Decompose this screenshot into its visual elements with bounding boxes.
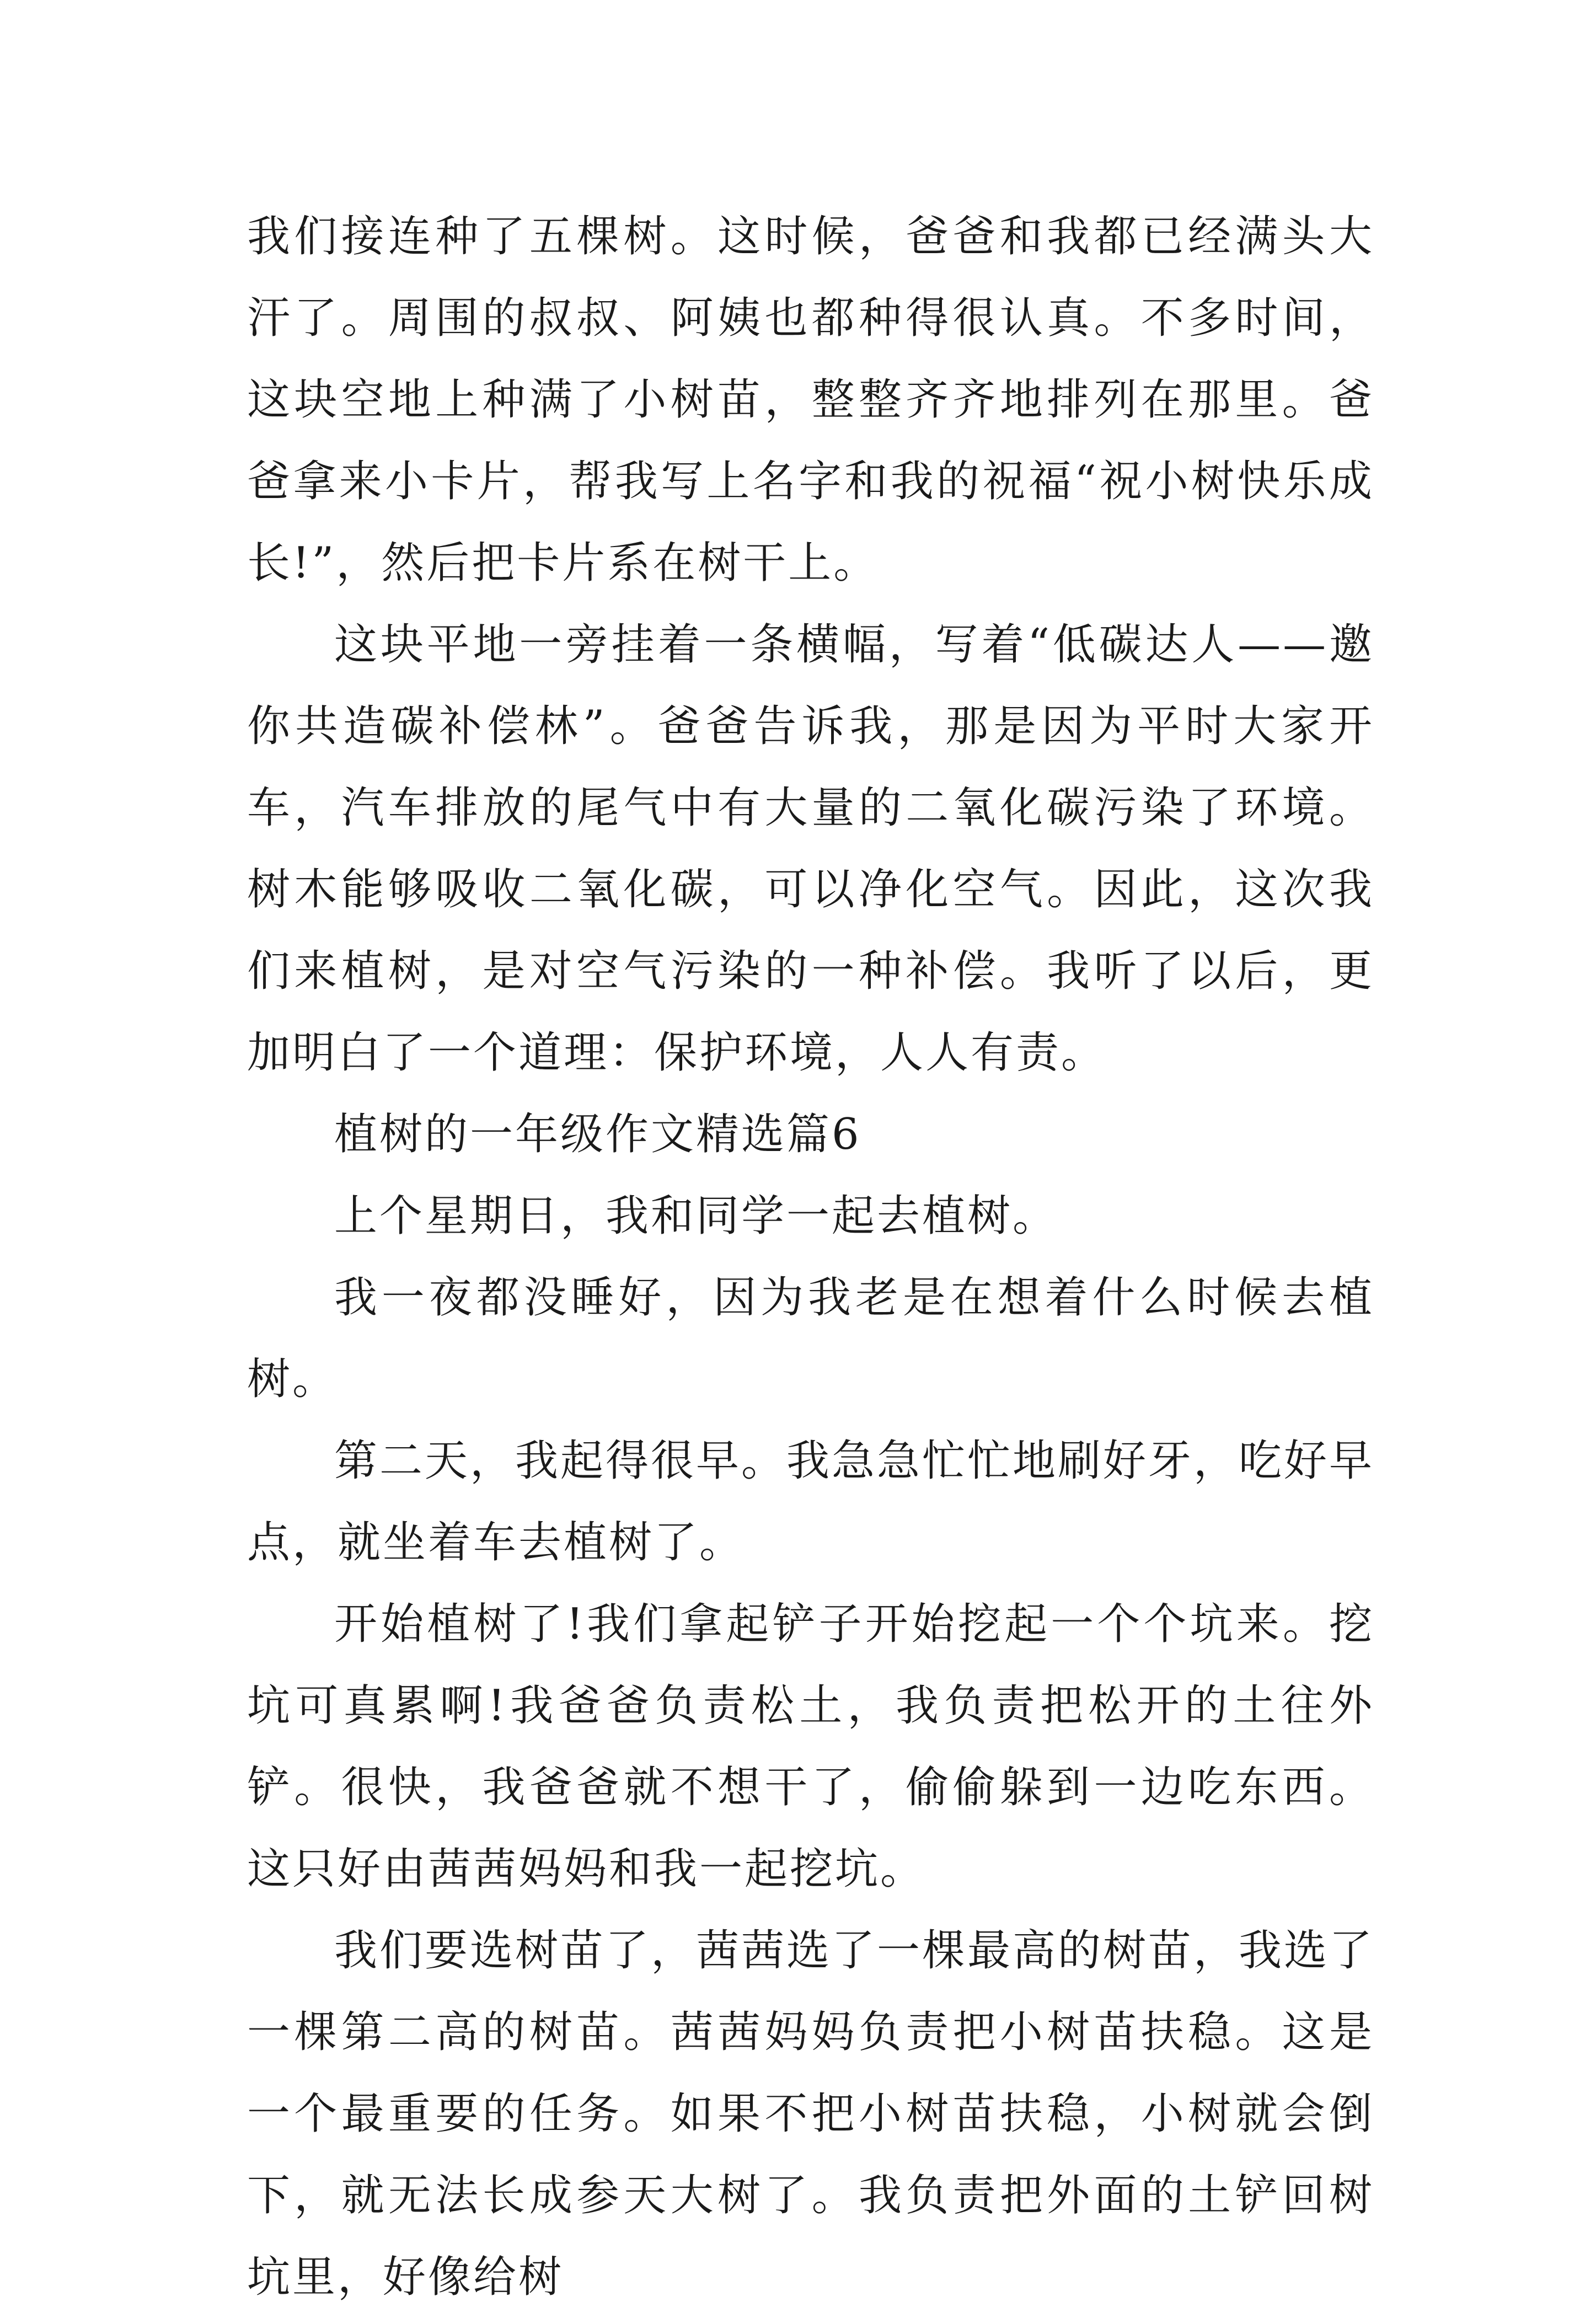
paragraph-7: 我们要选树苗了，茜茜选了一棵最高的树苗，我选了一棵第二高的树苗。茜茜妈妈负责把小树苗扶稳。这是一个最重要的任务。如果不把小树苗扶稳，小树就会倒下，就无法长成参天大树了。我负责把外面的土铲回树坑里，好像给树 <box>247 1926 1375 2302</box>
paragraph-2: 这块平地一旁挂着一条横幅，写着“低碳达人——邀你共造碳补偿林”。爸爸告诉我，那是因为平时大家开车，汽车排放的尾气中有大量的二氧化碳污染了环境。树木能够吸收二氧化碳，可以净化空气。因此，这次我们来植树，是对空气污染的一种补偿。我听了以后，更加明白了一个道理：保护环境，人人有责。 <box>247 620 1374 1078</box>
paragraph-6: 开始植树了!我们拿起铲子开始挖起一个个坑来。挖坑可真累啊!我爸爸负责松土，我负责把松开的土往外铲。很快，我爸爸就不想干了，偷偷躲到一边吃东西。这只好由茜茜妈妈和我一起挖坑。 <box>247 1599 1374 1894</box>
paragraph-4: 我一夜都没睡好，因为我老是在想着什么时候去植树。 <box>247 1273 1374 1404</box>
paragraph-1: 我们接连种了五棵树。这时候，爸爸和我都已经满头大汗了。周围的叔叔、阿姨也都种得很认真。不多时间，这块空地上种满了小树苗，整整齐齐地排列在那里。爸爸拿来小卡片，帮我写上名字和我的祝福“祝小树快乐成长!”，然后把卡片系在树干上。 <box>247 212 1374 588</box>
document-body <box>247 196 1374 2318</box>
section-heading: 植树的一年级作文精选篇6 <box>334 1110 861 1159</box>
paragraph-3: 上个星期日，我和同学一起去植树。 <box>334 1191 1058 1241</box>
paragraph-5: 第二天，我起得很早。我急急忙忙地刷好牙，吃好早点，就坐着车去植树了。 <box>247 1436 1375 1567</box>
